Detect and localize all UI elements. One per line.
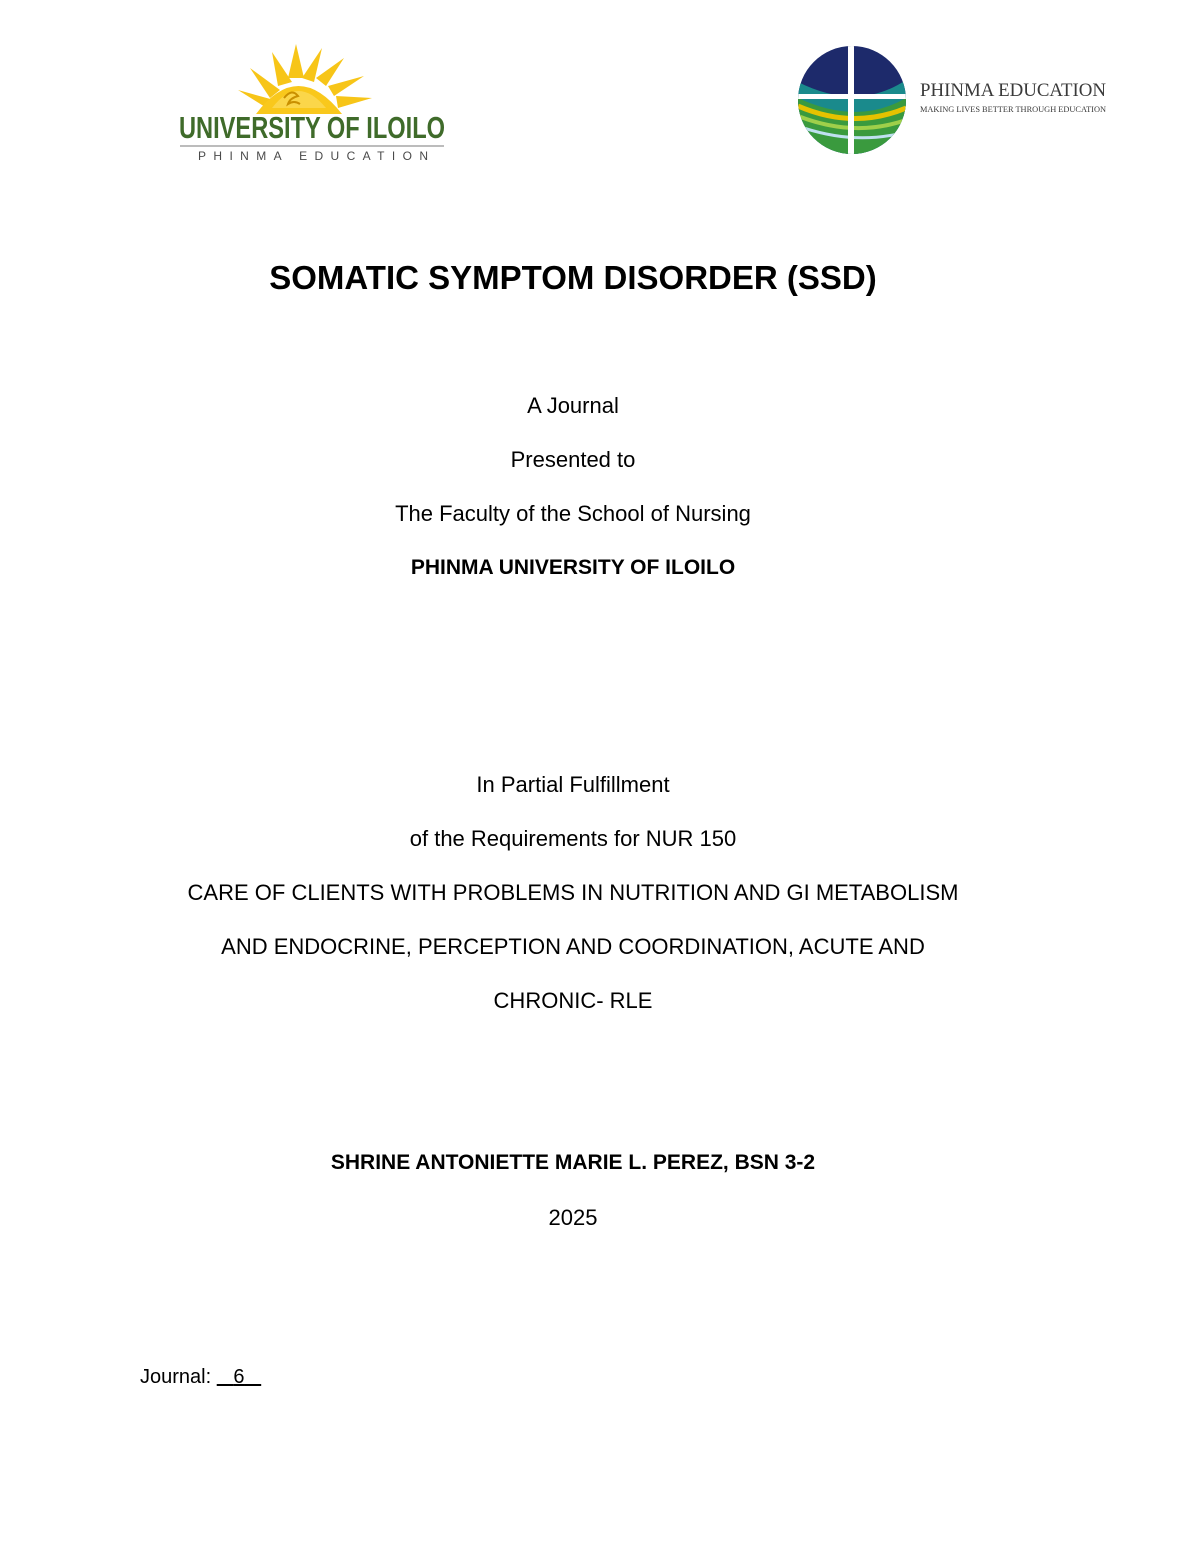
svg-text:MAKING LIVES BETTER THROUGH ED: MAKING LIVES BETTER THROUGH EDUCATION	[920, 105, 1107, 114]
journal-number-line	[140, 1364, 261, 1390]
year: 2025	[548, 1205, 598, 1230]
university-of-iloilo-logo	[176, 38, 448, 166]
course-title-line-3: CHRONIC- RLE	[493, 988, 653, 1013]
document-title: SOMATIC SYMPTOM DISORDER (SSD)	[269, 259, 877, 296]
phinma-education-logo	[798, 42, 1110, 158]
sun-icon	[238, 44, 372, 114]
faculty-name: The Faculty of the School of Nursing	[395, 501, 751, 526]
presented-to: Presented to	[510, 447, 636, 472]
course-title-line-1: CARE OF CLIENTS WITH PROBLEMS IN NUTRITION AND GI METABOLISM	[187, 880, 959, 905]
fulfillment-line-2: of the Requirements for NUR 150	[409, 826, 737, 851]
svg-text:PHINMA EDUCATION: PHINMA EDUCATION	[198, 149, 428, 163]
journal-number-blank	[217, 1366, 261, 1388]
phinma-globe-icon	[798, 42, 906, 158]
fulfillment-line-1: In Partial Fulfillment	[476, 772, 670, 797]
course-title-line-2: AND ENDOCRINE, PERCEPTION AND COORDINATION, ACUTE AND	[221, 934, 925, 959]
institution-name: PHINMA UNIVERSITY OF ILOILO	[410, 556, 736, 579]
journal-type: A Journal	[527, 393, 619, 418]
journal-number: 6	[233, 1366, 245, 1388]
svg-text:UNIVERSITY OF ILOILO: UNIVERSITY OF ILOILO	[179, 110, 445, 145]
journal-label: Journal:	[140, 1366, 212, 1388]
author-name: SHRINE ANTONIETTE MARIE L. PEREZ, BSN 3-2	[330, 1151, 816, 1174]
svg-text:PHINMA EDUCATION: PHINMA EDUCATION	[920, 80, 1107, 101]
